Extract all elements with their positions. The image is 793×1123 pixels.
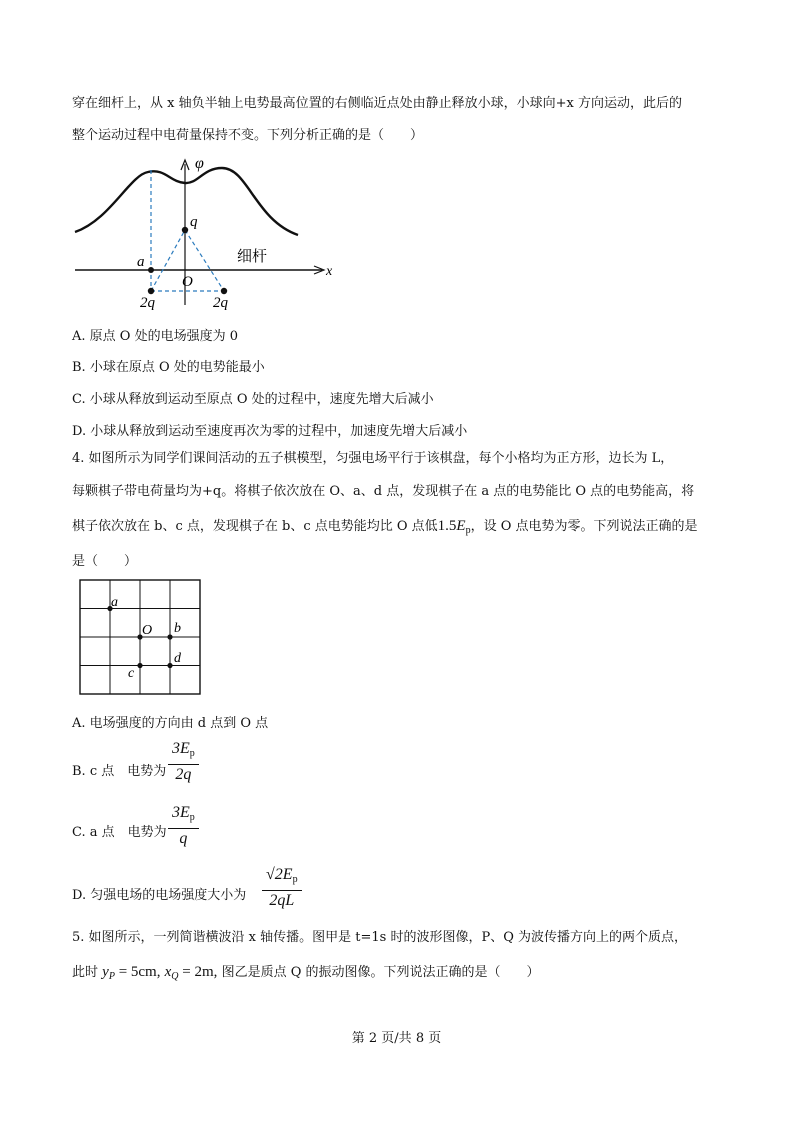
- q3-line-1: 穿在细杆上，从 x 轴负半轴上电势最高位置的右侧临近点处由静止释放小球，小球向+x 方向运动，此后的: [72, 96, 682, 111]
- q5-line-2-part-a: 此时: [72, 965, 99, 980]
- q4-energy-expr: $1.5E_p$: [437, 518, 471, 536]
- grid-label-b: b: [174, 621, 181, 636]
- q4-option-d-denominator: 2qL: [269, 892, 295, 909]
- charge-right: [221, 288, 227, 294]
- q5-line-2: [72, 964, 540, 985]
- q3-option-c: C. 小球从释放到运动至原点 O 处的过程中，速度先增大后减小: [72, 392, 434, 407]
- q5-xq-symbol: x: [164, 964, 172, 980]
- q4-option-c-label: C. a 点 电势为: [72, 825, 167, 840]
- grid-label-d: d: [174, 651, 181, 666]
- q4-line-2: 每颗棋子带电荷量均为+q。将棋子依次放在 O、a、d 点，发现棋子在 a 点的电势能比 O 点的电势能高，将: [72, 484, 695, 499]
- q3-option-d: D. 小球从释放到运动至速度再次为零的过程中，加速度先增大后减小: [72, 424, 468, 439]
- q4-option-c-denominator: q: [179, 830, 188, 847]
- q4-option-d-label: D. 匀强电场的电场强度大小为: [72, 888, 247, 903]
- q4-option-b-label: B. c 点 电势为: [72, 764, 167, 779]
- q5-line-1: 5. 如图所示，一列简谐横波沿 x 轴传播。图甲是 t=1s 时的波形图像，P、Q 为波传播方向上的两个质点，: [72, 930, 687, 945]
- charge-right-label: 2q: [213, 295, 228, 310]
- q3-line-2: 整个运动过程中电荷量保持不变。下列分析正确的是（ ）: [72, 128, 424, 143]
- chessboard-figure: [78, 578, 204, 698]
- q4-line-3: [72, 518, 698, 539]
- point-c: [137, 663, 142, 668]
- q4-line-4: 是（ ）: [72, 554, 138, 569]
- point-b: [167, 634, 172, 639]
- charge-left: [148, 288, 154, 294]
- q5-yp-symbol: y: [102, 964, 109, 980]
- page-footer: 第 2 页/共 8 页: [351, 1031, 442, 1046]
- q4-option-b-numerator: 3E: [172, 740, 190, 757]
- charge-q-label: q: [190, 214, 198, 230]
- q4-line-3-part-a: 棋子依次放在 b、c 点，发现棋子在 b、c 点电势能均比 O 点低: [72, 519, 438, 534]
- point-a: [148, 267, 154, 273]
- origin-label: O: [182, 274, 193, 290]
- q4-option-b-denominator: 2q: [175, 766, 192, 783]
- q3-option-b: B. 小球在原点 O 处的电势能最小: [72, 360, 265, 375]
- q4-line-3-part-b: ，设 O 点电势为零。下列说法正确的是: [470, 519, 698, 534]
- q4-energy-subscript: p: [465, 525, 471, 536]
- q4-option-d-fraction: [262, 865, 302, 911]
- q4-option-b-fraction: [168, 739, 199, 785]
- dashed-triangle-left: [151, 230, 185, 291]
- q4-option-d-subscript: p: [292, 874, 298, 885]
- point-d: [167, 663, 172, 668]
- grid-label-O: O: [142, 623, 153, 638]
- q4-option-b-subscript: p: [189, 748, 195, 759]
- q4-option-c-numerator: 3E: [172, 804, 190, 821]
- q4-option-a: A. 电场强度的方向由 d 点到 O 点: [72, 716, 269, 731]
- q5-xq-expr: $x_Q = 2m$,: [164, 964, 218, 982]
- grid-label-a: a: [111, 595, 118, 610]
- q5-yp-value: = 5cm: [118, 964, 157, 980]
- q4-option-c-subscript: p: [189, 812, 195, 823]
- q3-option-a: A. 原点 O 处的电场强度为 0: [72, 329, 238, 344]
- rod-label: 细杆: [237, 247, 268, 265]
- x-label: x: [326, 264, 333, 279]
- q4-option-c-fraction: [168, 803, 199, 849]
- charge-left-label: 2q: [140, 295, 155, 310]
- potential-curve: [75, 168, 298, 235]
- q5-yp-expr: $y_P = 5cm$,: [102, 964, 161, 982]
- potential-figure: [70, 150, 340, 310]
- charge-q: [182, 227, 188, 233]
- point-a-label: a: [137, 254, 145, 270]
- grid-label-c: c: [128, 666, 135, 681]
- q4-line-1: 4. 如图所示为同学们课间活动的五子棋模型，匀强电场平行于该棋盘，每个小格均为正方形，边长为 L，: [72, 451, 674, 466]
- q5-line-2-part-b: 图乙是质点 Q 的振动图像。下列说法正确的是（ ）: [221, 965, 540, 980]
- q4-option-d-numerator: √2E: [266, 866, 293, 883]
- phi-label: φ: [195, 155, 204, 172]
- q4-energy-coefficient: 1.5: [437, 518, 457, 534]
- q5-xq-value: = 2m: [182, 964, 214, 980]
